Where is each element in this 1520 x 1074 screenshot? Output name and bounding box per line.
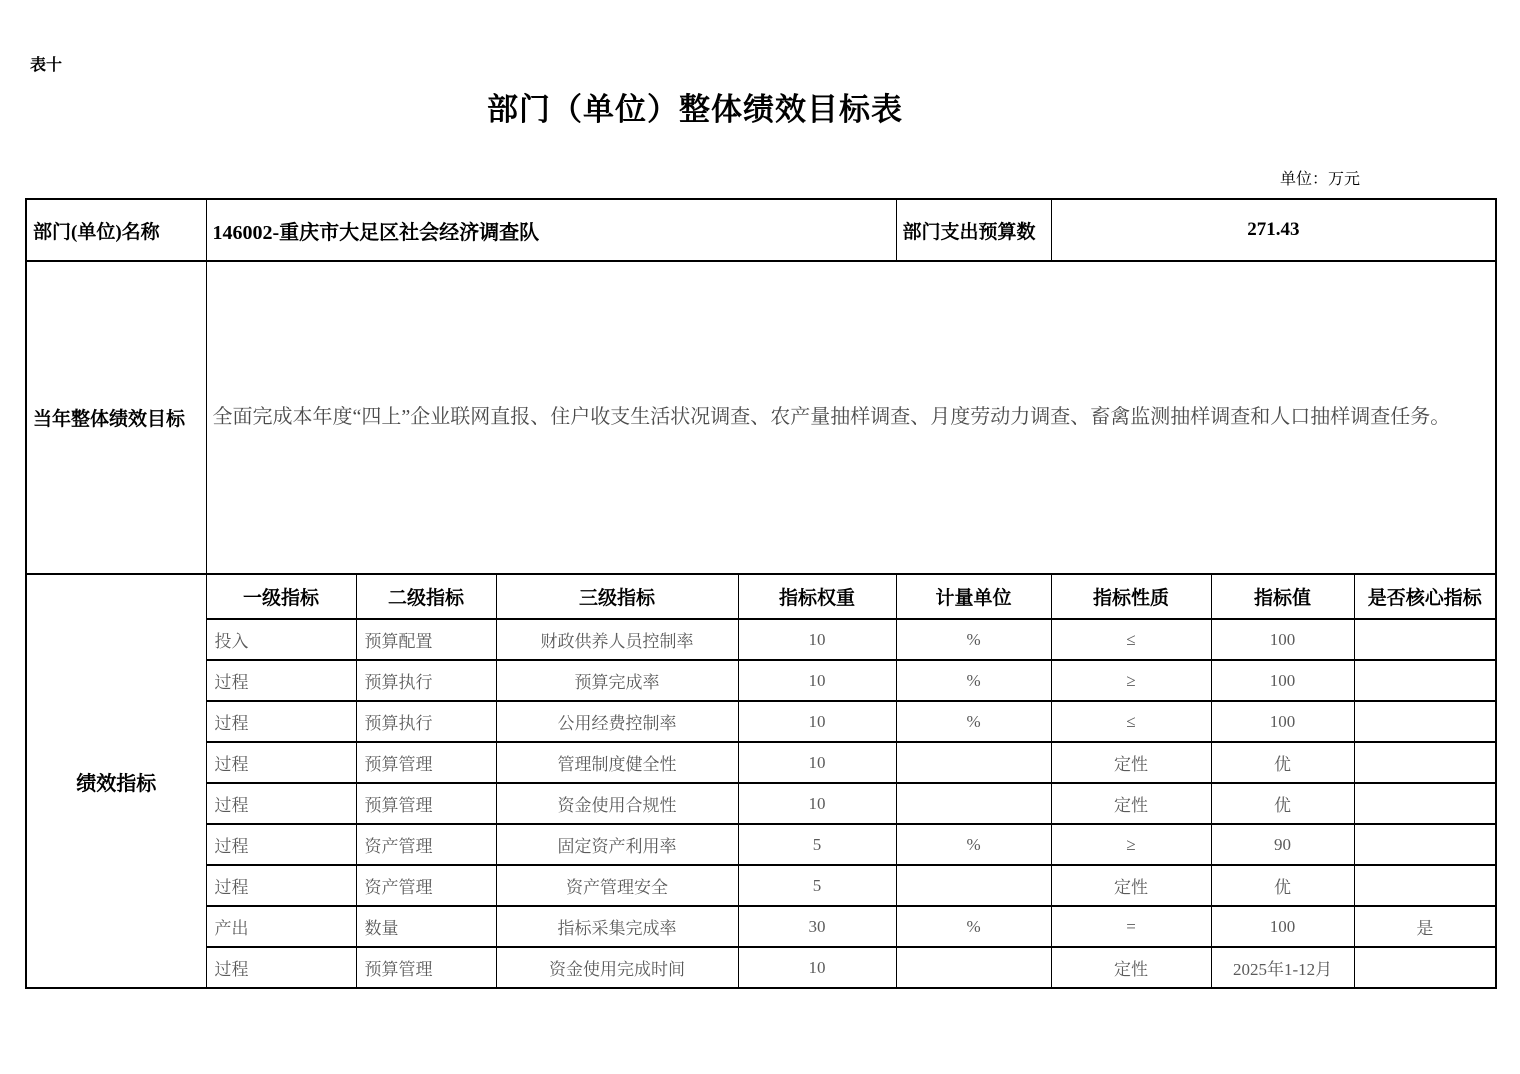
indicator-cell: %	[896, 701, 1051, 742]
indicator-cell	[896, 742, 1051, 783]
indicator-cell: 预算执行	[356, 660, 496, 701]
indicator-cell: 过程	[206, 783, 356, 824]
indicator-cell: =	[1051, 906, 1211, 947]
goal-label: 当年整体绩效目标	[26, 261, 206, 574]
indicator-cell	[1354, 783, 1496, 824]
indicator-cell	[1354, 865, 1496, 906]
indicator-cell: ≤	[1051, 701, 1211, 742]
indicator-cell: 过程	[206, 824, 356, 865]
indicator-cell: 公用经费控制率	[496, 701, 738, 742]
indicator-cell: 10	[738, 947, 896, 988]
indicator-cell	[1354, 824, 1496, 865]
indicator-cell: 管理制度健全性	[496, 742, 738, 783]
indicator-cell: 定性	[1051, 865, 1211, 906]
goal-text: 全面完成本年度“四上”企业联网直报、住户收支生活状况调查、农产量抽样调查、月度劳动力调查、畜禽监测抽样调查和人口抽样调查任务。	[206, 261, 1496, 574]
dept-name-label: 部门(单位)名称	[26, 199, 206, 261]
unit-note: 单位：万元	[1279, 171, 1360, 188]
indicator-cell: 10	[738, 660, 896, 701]
indicator-cell: 优	[1211, 865, 1354, 906]
indicator-cell: 10	[738, 783, 896, 824]
budget-label: 部门支出预算数	[896, 199, 1051, 261]
dept-name-value: 146002-重庆市大足区社会经济调查队	[206, 199, 896, 261]
indicator-cell: 资产管理安全	[496, 865, 738, 906]
indicator-cell: 预算管理	[356, 947, 496, 988]
indicator-cell: 100	[1211, 906, 1354, 947]
indicator-cell: 定性	[1051, 783, 1211, 824]
indicator-cell: 预算完成率	[496, 660, 738, 701]
indicator-cell: 数量	[356, 906, 496, 947]
indicator-cell: 财政供养人员控制率	[496, 619, 738, 660]
indicator-cell: 2025年1-12月	[1211, 947, 1354, 988]
indicator-row	[26, 701, 1496, 742]
indicator-cell: ≤	[1051, 619, 1211, 660]
indicator-cell: 预算管理	[356, 742, 496, 783]
indicator-cell: ≥	[1051, 824, 1211, 865]
indicator-cell: 10	[738, 742, 896, 783]
indicator-row	[26, 906, 1496, 947]
indicator-row	[26, 947, 1496, 988]
indicator-cell: 过程	[206, 947, 356, 988]
header-core: 是否核心指标	[1354, 574, 1496, 619]
indicator-cell: 过程	[206, 701, 356, 742]
indicators-section-label: 绩效指标	[26, 574, 206, 988]
header-level1: 一级指标	[206, 574, 356, 619]
indicator-cell: %	[896, 660, 1051, 701]
indicator-cell: 优	[1211, 742, 1354, 783]
indicator-cell: %	[896, 906, 1051, 947]
indicator-cell	[896, 783, 1051, 824]
indicator-cell: 是	[1354, 906, 1496, 947]
indicator-cell: 资产管理	[356, 865, 496, 906]
indicator-cell: 预算配置	[356, 619, 496, 660]
indicator-cell: 5	[738, 865, 896, 906]
indicator-cell: 过程	[206, 865, 356, 906]
header-level2: 二级指标	[356, 574, 496, 619]
indicator-cell: 优	[1211, 783, 1354, 824]
header-level3: 三级指标	[496, 574, 738, 619]
budget-value: 271.43	[1051, 199, 1496, 261]
indicator-row	[26, 824, 1496, 865]
indicator-row	[26, 619, 1496, 660]
indicator-cell: 预算执行	[356, 701, 496, 742]
indicator-cell: 100	[1211, 619, 1354, 660]
indicator-cell: 资产管理	[356, 824, 496, 865]
indicator-cell	[1354, 701, 1496, 742]
page-title: 部门（单位）整体绩效目标表	[487, 92, 903, 127]
indicator-cell: 100	[1211, 660, 1354, 701]
form-number: 表十	[30, 57, 63, 74]
indicator-row	[26, 742, 1496, 783]
indicator-cell: 资金使用合规性	[496, 783, 738, 824]
indicator-cell: 过程	[206, 660, 356, 701]
indicator-cell	[1354, 742, 1496, 783]
indicator-cell: 指标采集完成率	[496, 906, 738, 947]
indicator-cell: 10	[738, 701, 896, 742]
dept-info-row	[26, 199, 1496, 261]
performance-target-table	[25, 198, 1497, 989]
indicator-cell: %	[896, 619, 1051, 660]
header-weight: 指标权重	[738, 574, 896, 619]
header-value: 指标值	[1211, 574, 1354, 619]
indicator-cell: ≥	[1051, 660, 1211, 701]
indicator-row	[26, 660, 1496, 701]
indicator-cell: 预算管理	[356, 783, 496, 824]
indicator-cell	[896, 947, 1051, 988]
indicator-row	[26, 865, 1496, 906]
indicator-cell	[1354, 660, 1496, 701]
indicator-cell: 定性	[1051, 947, 1211, 988]
indicator-cell: 产出	[206, 906, 356, 947]
indicator-cell: 投入	[206, 619, 356, 660]
annual-goal-row	[26, 261, 1496, 574]
indicator-cell: 100	[1211, 701, 1354, 742]
header-unit: 计量单位	[896, 574, 1051, 619]
header-nature: 指标性质	[1051, 574, 1211, 619]
indicator-cell: 固定资产利用率	[496, 824, 738, 865]
indicator-cell: 过程	[206, 742, 356, 783]
indicator-cell: 30	[738, 906, 896, 947]
indicator-cell: %	[896, 824, 1051, 865]
indicator-cell: 5	[738, 824, 896, 865]
indicator-row	[26, 783, 1496, 824]
indicator-cell: 定性	[1051, 742, 1211, 783]
indicator-cell	[1354, 619, 1496, 660]
indicator-cell	[896, 865, 1051, 906]
indicator-cell: 10	[738, 619, 896, 660]
indicator-cell	[1354, 947, 1496, 988]
indicator-cell: 资金使用完成时间	[496, 947, 738, 988]
indicator-cell: 90	[1211, 824, 1354, 865]
indicator-header-row	[26, 574, 1496, 619]
